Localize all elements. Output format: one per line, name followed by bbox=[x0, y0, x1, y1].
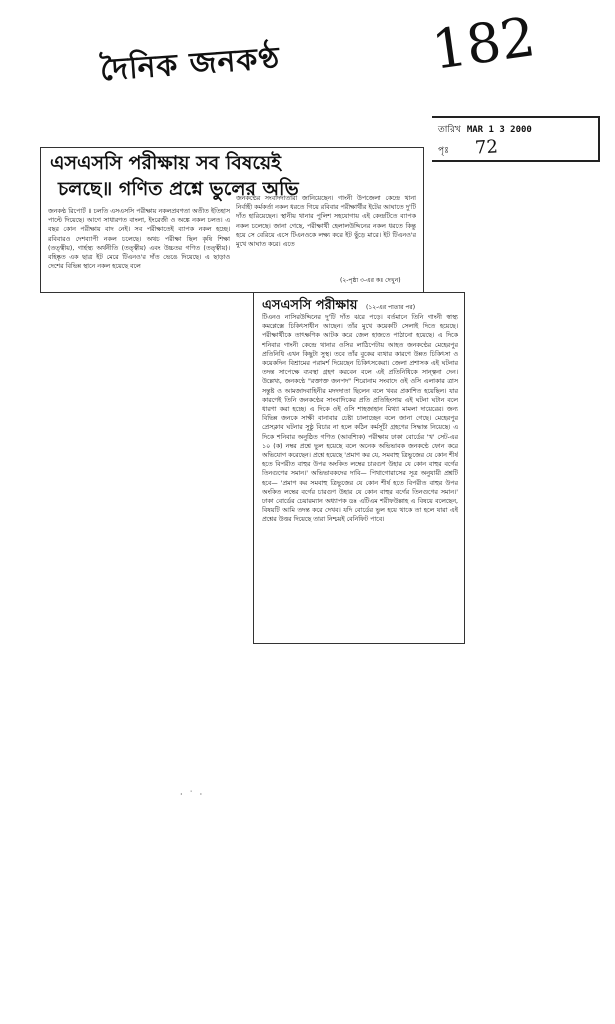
article-column-2: জনকণ্ঠের সংবাদদাতারা জানিয়েছেন। গাংনী উপজেলা কেন্দ্রে থানা নির্বাহী কর্মকর্তা নকল ধরতে গিয়ে রবিবার পরীক্ষার্থীর ইটের আঘাতে দু'টি দাঁত হারিয়েছেন। স্থানীয় থানার পুলিশ সহযোগায় এই কেন্দ্রটিতে ব্যাপক নকল চলেছে। জানা গেছে, পরীক্ষার্থী হেলালউদ্দিনের নকল ধরতে কিন্তু হয়ে সে বেরিয়ে এসে টিএনওকে লক্ষ্য করে ইট ছুঁড়ে মারে। ইট টিএনও'র মুখে আঘাত করে। এতে bbox=[236, 195, 416, 249]
newspaper-name-handwritten: দৈনিক জনকণ্ঠ bbox=[98, 40, 282, 89]
page-value: 72 bbox=[474, 136, 499, 159]
scan-specks: · ˙ · bbox=[180, 790, 205, 799]
article-column-3: টিএনও নাসিরউদ্দিনের দু'টি দাঁত ঝরে পড়ে। বর্তমানে তিনি গাংনী স্বাস্থ্য কমপ্লেক্সে চিকিৎসাধীন আছেন। তাঁর মুখে কয়েকটি সেলাই দিতে হয়েছে। পরীক্ষার্থীকে তাৎক্ষণিক আটক করে জেল হাজতে পাঠানো হয়েছে। এ দিকে শনিবার গাংনী কেন্দ্রে থানার ওসির লাঠিপেটায় আহত জনকণ্ঠের মেহেরপুর প্রতিনিধি এখন কিছুটা সুস্থ। তবে তাঁর বুকের ব্যথার কারণে উন্নত চিকিৎসা ও কয়েকদিন বিশ্রামের পরামর্শ দিয়েছেন চিকিৎসকেরা। জেলা প্রশাসক এই ঘটনার তদন্ত সাপেক্ষে ব্যবস্থা গ্রহণ করবেন বলে এই প্রতিনিধিকে সান্ত্বনা দেন। উল্লেখ্য, জনকণ্ঠে "রক্তাক্ত জনপদ" শিরোনাম সংবাদে ওই ওসি এলাকার ত্রাস সন্তুষ্ট ও আমজাদবাহিনীর মদদদাতা ছিলেন বলে খবর প্রকাশিত হয়েছিল। যার কারণেই তিনি জনকণ্ঠের সাংবাদিকের প্রতি প্রতিহিংসায় এই ঘটনা ঘটান বলে ধারণা করা হচ্ছে। এ দিকে ওই ওসি শাহজাহান মিথ্যা মামলা দায়েরের। জন্য বিভিন্ন জনকে সাক্ষী বানাবার চেষ্টা চালাচ্ছেন বলে জানা গেছে। মেহেরপুর প্রেসক্লাব ঘটনার সুষ্ঠু বিচার না হলে কঠিন কর্মসূচী গ্রহণের সিদ্ধান্ত নিয়েছে। এ দিকে শনিবার অনুষ্ঠিত গণিত (আবশ্যিক) পরীক্ষায় ঢাকা বোর্ডের 'খ' সেট-এর ১০ (ক) নম্বর প্রশ্নে ভুল হয়েছে বলে অনেক অভিভাবক জনকণ্ঠে ফোন করে অভিযোগ করেছেন। প্রশ্নে হয়েছে 'প্রমাণ কর যে, সমবাহু ত্রিভুজের যে কোন শীর্ষ হতে বিপরীত বাহুর উপর অংকিত লম্বের চারগুণ উহার যে কোন বাহুর বর্গের তিনগুণের সমান।' অভিভাবকদের দাবি— পিথাগোরাসের সূত্র অনুযায়ী প্রশ্নটি হবে— 'প্রমাণ কর সমবাহু ত্রিভুজের যে কোন শীর্ষ হতে বিপরীত বাহুর উপর অংকিত লম্বের বর্গের চারগুণ উহার যে কোন বাহুর বর্গের তিনগুণের সমান।' ঢাকা বোর্ডের চেয়ারম্যান অধ্যাপক ডঃ এটিএম শরীফউল্লাহ এ বিষয়ে বলেছেন, বিষয়টি আমি তদন্ত করে দেখব। যদি বোর্ডের ভুল হয়ে থাকে তা হলে যারা এই প্রশ্নের উত্তর দিয়েছে তারা নিশ্চয়ই বেনিফিট পাবে। bbox=[262, 314, 458, 524]
headline-line-1: এসএসসি পরীক্ষায় সব বিষয়েই bbox=[50, 152, 282, 174]
continuation-title: এসএসসি পরীক্ষায় bbox=[262, 298, 358, 313]
date-label: তারিখ bbox=[438, 125, 461, 135]
headline-line-2: চলছে॥ গণিত প্রশ্নে ভুলের অভি bbox=[58, 178, 299, 200]
continuation-note: (১২-এর পাতার পর) bbox=[365, 304, 416, 311]
article-column-1: জনকণ্ঠ রিপোর্ট ॥ চলতি এসএসসি পরীক্ষায় নকলপ্রবণতা অতীত ইতিহাস পাল্টে দিয়েছে। আগে সাধারণত বাংলা, ইংরেজী ও অঙ্কে নকল চলত। এ বছর কোন পরীক্ষায় বাদ নেই। সব পরীক্ষাতেই ব্যাপক নকল হচ্ছে। রবিবারও দেশব্যাপী নকল চলেছে। অথচ পরীক্ষা ছিল কৃষি শিক্ষা (তত্ত্বীয়), গার্হস্থ্য অর্থনীতি (তত্ত্বীয়) এবং উচ্চতর গণিত (তত্ত্বীয়)। বহিষ্কৃত এক ছাত্র ইট মেরে টিএনও'র দাঁত ভেঙে দিয়েছে। এ ছাড়াও দেশের বিভিন্ন স্থানে নকল হয়েছে বলে bbox=[48, 208, 230, 271]
date-stamp-box bbox=[432, 116, 600, 162]
handwritten-page-number: 182 bbox=[428, 5, 539, 82]
continued-note: (২-পৃষ্ঠা ৩-এর কঃ দেখুন) bbox=[340, 277, 401, 284]
date-value: MAR 1 3 2000 bbox=[466, 125, 532, 135]
page-label: পৃঃ bbox=[438, 146, 449, 156]
